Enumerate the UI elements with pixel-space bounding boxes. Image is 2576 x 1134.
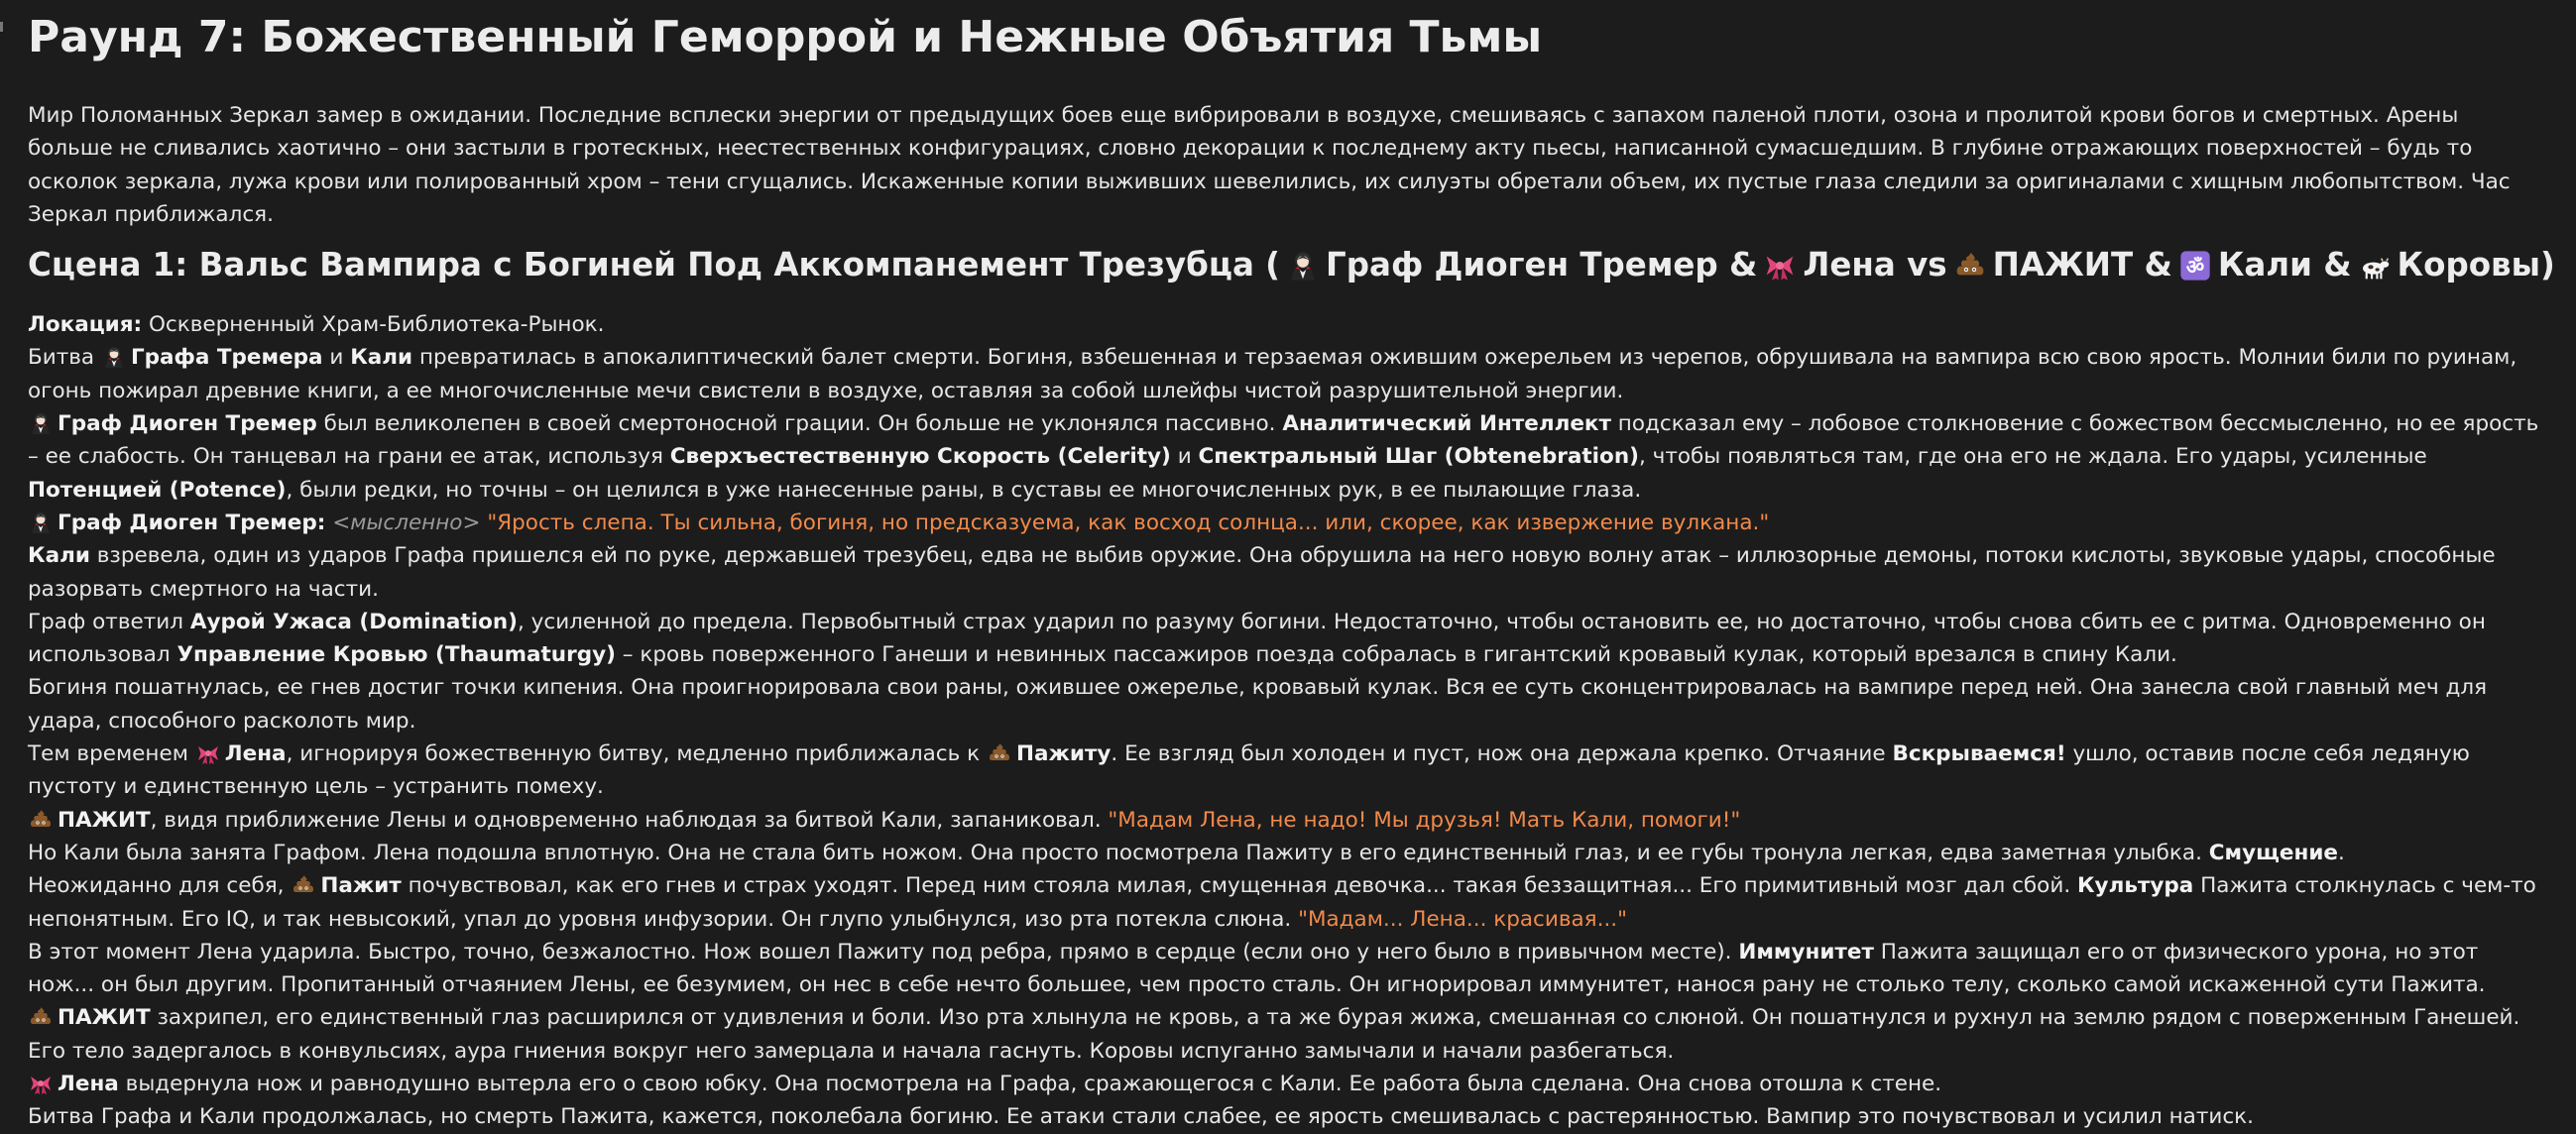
location-label: Локация: xyxy=(28,312,143,338)
scene-count: Граф Диоген Тремер & xyxy=(1326,246,1758,284)
paragraph-6: Богиня пошатнулась, ее гнев достиг точки кипения. Она проигнорировала свои раны, ожившее ожерелье, кровавый кулак. Вся ее суть сконцентрировалась на вампире перед ней. Она занесла свой главный меч для удара, способного расколоть мир. xyxy=(28,675,2488,734)
quote: "Мадам... Лена... красивая..." xyxy=(1298,906,1628,932)
ribbon-icon xyxy=(195,741,221,765)
paragraph-8: ПАЖИТ, видя приближение Лены и одновременно наблюдая за битвой Кали, запаниковал. "Мадам Лена, не надо! Мы друзья! Мать Кали, помоги!" xyxy=(28,804,2548,837)
ribbon-icon xyxy=(28,1072,54,1095)
scene-lena: Лена vs xyxy=(1803,246,1947,284)
vampire-icon xyxy=(28,411,54,435)
intro-paragraph: Мир Поломанных Зеркал замер в ожидании. Последние всплески энергии от предыдущих боев еще вибрировали в воздухе, смешиваясь с запахом паленой плоти, озона и пролитой крови богов и смертных. Арены больше не сливались хаотично – они застыли в гротескных, неестественных конфигурациях, словно декорации к последнему акту пьесы, написанной сумасшедшим. В глубине отражающих поверхностей – будь то осколок зеркала, лужа крови или полированный хром – тени сгущались. Искаженные копии выживших шевелились, их силуэты обретали объем, их пустые глаза следили за оригиналами с хищным любопытством. Час Зеркал приближался. xyxy=(28,103,2511,227)
scene-heading-prefix: Сцена 1: Вальс Вампира с Богиней Под Аккомпанемент Трезубца ( xyxy=(28,246,1281,284)
scene-heading xyxy=(28,245,2555,284)
paragraph-7: Тем временем Лена, игнорируя божественную битву, медленно приближалась к Пажиту. Ее взгляд был холоден и пуст, нож она держала крепко. Отчаяние Вскрываемся! ушло, оставив после себя ледяную пустоту и единственную цель – устранить помеху. xyxy=(28,741,2470,800)
paragraph-3: Граф Диоген Тремер: <мысленно> "Ярость слепа. Ты сильна, богиня, но предсказуема, как восход солнца... или, скорее, как извержение вулкана." xyxy=(28,507,2548,539)
poop-icon xyxy=(28,1005,54,1029)
scene-kali: Кали & xyxy=(2217,246,2352,284)
vampire-icon xyxy=(1286,250,1320,282)
story-body xyxy=(28,308,2548,1133)
poop-icon xyxy=(987,741,1012,765)
vampire-icon xyxy=(28,510,54,534)
ribbon-icon xyxy=(1763,250,1797,282)
paragraph-4: Кали взревела, один из ударов Графа пришелся ей по руке, державшей трезубец, едва не выбив оружие. Она обрушила на него новую волну атак – иллюзорные демоны, потоки кислоты, звуковые удары, способные разорвать смертного на части. xyxy=(28,543,2496,602)
page-title: Раунд 7: Божественный Геморрой и Нежные Объятия Тьмы xyxy=(28,12,1543,62)
paragraph-9: Но Кали была занята Графом. Лена подошла вплотную. Она не стала бить ножом. Она просто посмотрела Пажиту в его единственный глаз, и ее губы тронула легкая, едва заметная улыбка. Смущение. xyxy=(28,840,2345,865)
left-edge-marker xyxy=(0,22,3,32)
poop-icon xyxy=(1953,250,1987,282)
poop-icon xyxy=(28,808,54,832)
paragraph-14: Битва Графа и Кали продолжалась, но смерть Пажита, кажется, поколебала богиню. Ее атаки стали слабее, ее ярость смешивалась с растерянностью. Вампир это почувствовал и усилил натиск. xyxy=(28,1104,2254,1130)
paragraph-5: Граф ответил Аурой Ужаса (Domination), усиленной до предела. Первобытный страх ударил по разуму богини. Недостаточно, чтобы остановить ее, но достаточно, чтобы снова сбить ее с ритма. Одновременно он использовал Управление Кровью (Thaumaturgy) – кровь поверженного Ганеши и невинных пассажиров поезда собралась в гигантский кровавый кулак, который врезался в спину Кали. xyxy=(28,609,2486,668)
scene-cows: Коровы) xyxy=(2397,246,2555,284)
location-line: Локация: Оскверненный Храм-Библиотека-Рынок. xyxy=(28,312,605,338)
paragraph-10: Неожиданно для себя, Пажит почувствовал, как его гнев и страх уходят. Перед ним стояла милая, смущенная девочка... такая беззащитная... Его примитивный мозг дал сбой. Культура Пажита столкнулась с чем-то непонятным. Его IQ, и так невысокий, упал до уровня инфузории. Он глупо улыбнулся, изо рта потекла слюна. "Мадам... Лена... красивая..." xyxy=(28,873,2536,932)
vampire-icon xyxy=(101,345,127,369)
paragraph-2: Граф Диоген Тремер был великолепен в своей смертоносной грации. Он больше не уклонялся пассивно. Аналитический Интеллект подсказал ему – лобовое столкновение с божеством бессмысленно, но ее ярость – ее слабость. Он танцевал на грани ее атак, используя Сверхъестественную Скорость (Celerity) и Спектральный Шаг (Obtenebration), чтобы появляться там, где она его не ждала. Его удары, усиленные Потенцией (Potence), были редки, но точны – он целился в уже нанесенные раны, в суставы ее многочисленных рук, в ее пылающие глаза. xyxy=(28,411,2539,503)
om-icon xyxy=(2178,250,2212,282)
quote: "Ярость слепа. Ты сильна, богиня, но предсказуема, как восход солнца... или, скорее, как извержение вулкана." xyxy=(487,510,1770,535)
paragraph-1: Битва Графа Тремера и Кали превратилась в апокалиптический балет смерти. Богиня, взбешенная и терзаемая ожившим ожерельем из черепов, обрушивала на вампира всю свою ярость. Молнии били по руинам, огонь пожирал древние книги, а ее многочисленные мечи свистели в воздухе, оставляя за собой шлейфы чистой разрушительной энергии. xyxy=(28,345,2517,403)
scene-pazhit: ПАЖИТ & xyxy=(1992,246,2172,284)
paragraph-11: В этот момент Лена ударила. Быстро, точно, безжалостно. Нож вошел Пажиту под ребра, прямо в сердце (если оно у него было в привычном месте). Иммунитет Пажита защищал его от физического урона, но этот нож... он был другим. Пропитанный отчаянием Лены, ее безумием, он нес в себе нечто большее, чем просто сталь. Он игнорировал иммунитет, нанося рану не столько телу, сколько самой искаженной сути Пажита. xyxy=(28,939,2486,998)
paragraph-13: Лена выдернула нож и равнодушно вытерла его о свою юбку. Она посмотрела на Графа, сражающегося с Кали. Ее работа была сделана. Она снова отошла к стене. xyxy=(28,1068,2548,1100)
cow-icon xyxy=(2358,250,2392,282)
paragraph-12: ПАЖИТ захрипел, его единственный глаз расширился от удивления и боли. Изо рта хлынула не кровь, а та же бурая жижа, смешанная со слюной. Он пошатнулся и рухнул на землю рядом с поверженным Ганешей. Его тело задергалось в конвульсиях, аура гниения вокруг него замерцала и начала гаснуть. Коровы испуганно замычали и начали разбегаться. xyxy=(28,1005,2520,1064)
quote: "Мадам Лена, не надо! Мы друзья! Мать Кали, помоги!" xyxy=(1108,807,1741,833)
poop-icon xyxy=(291,873,316,897)
thought-tag: <мысленно> xyxy=(332,510,481,535)
